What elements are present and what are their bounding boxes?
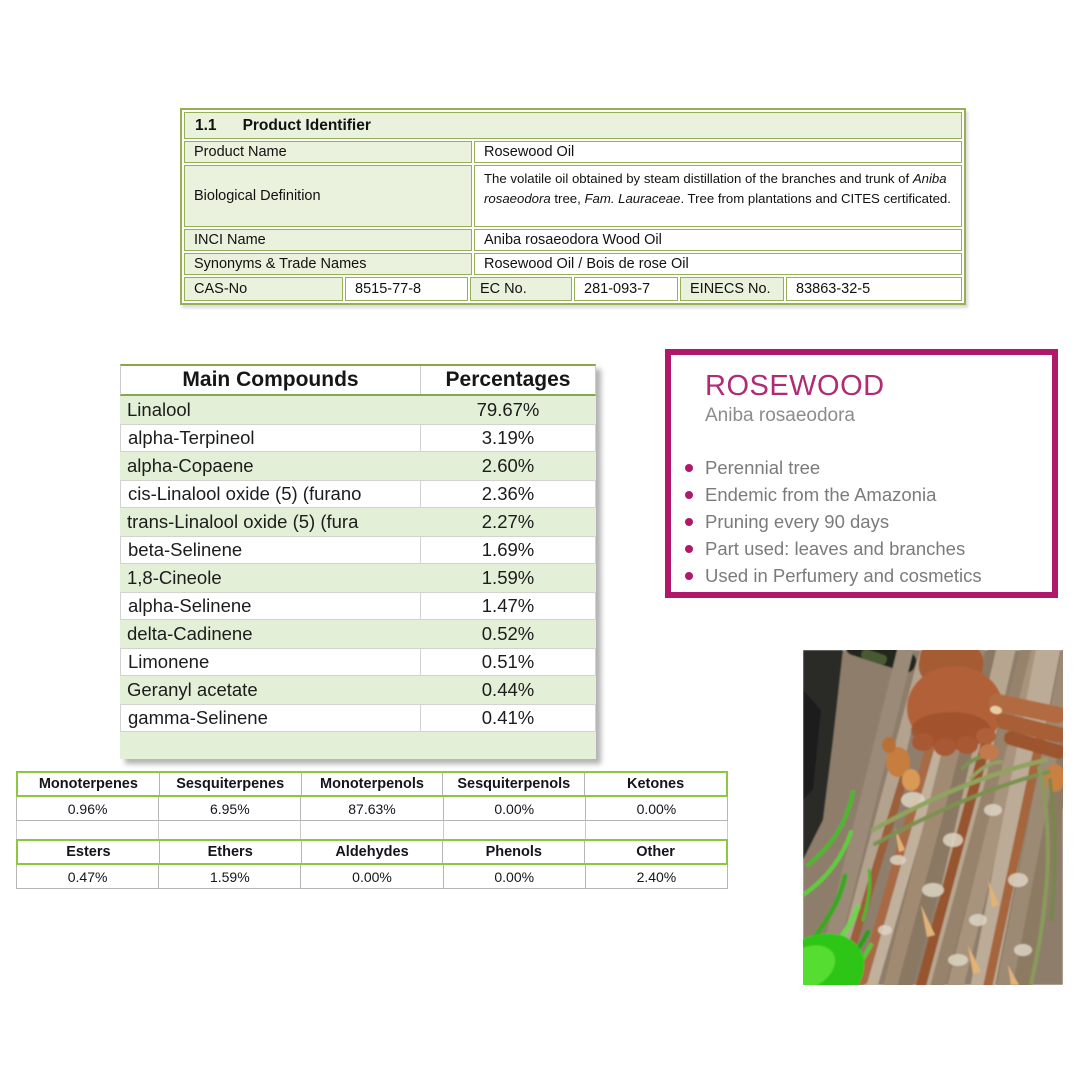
compound-name-cell: Geranyl acetate (127, 679, 258, 700)
compound-row (120, 452, 596, 480)
compound-row (120, 480, 596, 508)
class-value: 0.47% (17, 865, 159, 888)
table-row (184, 253, 962, 275)
compound-pct-cell: 0.51% (481, 651, 535, 672)
compound-row (120, 396, 596, 424)
compound-pct-cell: 2.60% (481, 455, 535, 476)
compound-pct-cell: 3.19% (481, 427, 535, 448)
bullet-item: Used in Perfumery and cosmetics (683, 562, 1042, 589)
synonyms-value: Rosewood Oil / Bois de rose Oil (474, 253, 962, 275)
class-header: Ethers (160, 841, 302, 863)
class-value: 1.59% (159, 865, 301, 888)
class-header: Monoterpenes (18, 773, 160, 795)
class-value: 0.00% (301, 865, 443, 888)
bio-text: The volatile oil obtained by steam distillation of the branches and trunk of (484, 171, 913, 186)
compound-name-cell: Limonene (121, 649, 421, 675)
class-value: 87.63% (301, 797, 443, 820)
product-name-value: Rosewood Oil (474, 141, 962, 163)
class-header-row (16, 771, 728, 797)
compound-pct-cell: 2.36% (481, 483, 535, 504)
class-header: Monoterpenols (302, 773, 444, 795)
branches-photo-illustration (803, 650, 1063, 985)
inci-name-value: Aniba rosaeodora Wood Oil (474, 229, 962, 251)
bio-text: tree, (550, 190, 585, 206)
compound-name-cell: gamma-Selinene (121, 705, 421, 731)
product-identifier-table (180, 108, 966, 305)
table-row (184, 165, 962, 227)
branches-photo (803, 650, 1063, 985)
rosewood-subtitle: Aniba rosaeodora (705, 404, 855, 426)
main-compounds-table (120, 364, 596, 759)
compound-name-cell: trans-Linalool oxide (5) (fura (127, 511, 359, 532)
class-header: Esters (18, 841, 160, 863)
bio-text: . Tree from plantations and CITES certificated. (680, 190, 951, 206)
synonyms-label: Synonyms & Trade Names (184, 253, 472, 275)
compound-pct-cell: 79.67% (476, 399, 540, 420)
class-header: Ketones (626, 776, 685, 792)
compound-row (120, 592, 596, 620)
bio-latin-name: Aniba rosaeodora (484, 171, 947, 206)
class-value: 0.00% (636, 800, 677, 817)
class-value: 0.96% (17, 797, 159, 820)
compounds-column-header: Main Compounds (121, 366, 421, 394)
table-row (184, 141, 962, 163)
class-value-row (16, 797, 728, 821)
compound-row (120, 424, 596, 452)
compound-row (120, 704, 596, 732)
bullet-item: Pruning every 90 days (683, 508, 1042, 535)
bullet-item: Perennial tree (683, 454, 1042, 481)
compound-pct-cell: 0.44% (481, 679, 535, 700)
bullet-item: Endemic from the Amazonia (683, 481, 1042, 508)
rosewood-card (665, 349, 1058, 598)
inci-name-label: INCI Name (184, 229, 472, 251)
registry-row (184, 277, 962, 301)
composition-classes-table (16, 771, 728, 889)
bullet-item: Part used: leaves and branches (683, 535, 1042, 562)
section-header (184, 112, 962, 139)
percentages-column-header: Percentages (445, 368, 571, 391)
class-header: Phenols (443, 841, 585, 863)
cas-label: CAS-No (184, 277, 343, 301)
class-value: 2.40% (636, 868, 677, 885)
class-header: Other (636, 844, 675, 860)
compound-name-cell: alpha-Selinene (121, 593, 421, 619)
class-header-row (16, 839, 728, 865)
cas-value: 8515-77-8 (345, 277, 468, 301)
biological-definition-value (474, 165, 962, 227)
compound-name-cell: cis-Linalool oxide (5) (furano (121, 481, 421, 507)
compound-row (120, 676, 596, 704)
class-header: Sesquiterpenols (443, 773, 585, 795)
compound-name-cell: delta-Cadinene (127, 623, 253, 644)
ec-label: EC No. (470, 277, 572, 301)
compound-row (120, 508, 596, 536)
class-header: Aldehydes (302, 841, 444, 863)
class-value: 0.00% (444, 797, 586, 820)
compound-pct-cell: 1.69% (481, 539, 535, 560)
compound-pct-cell: 0.41% (481, 707, 535, 728)
class-value: 6.95% (159, 797, 301, 820)
compound-pct-cell: 2.27% (481, 511, 535, 532)
compound-row (120, 564, 596, 592)
rosewood-bullet-list (683, 454, 1042, 589)
compound-pct-cell: 1.47% (481, 595, 535, 616)
compound-row (120, 620, 596, 648)
class-value-row (16, 865, 728, 889)
biological-definition-label: Biological Definition (184, 165, 472, 227)
empty-green-row (120, 732, 596, 759)
ec-value: 281-093-7 (574, 277, 678, 301)
compound-pct-cell: 1.59% (481, 567, 535, 588)
compound-name-cell: 1,8-Cineole (127, 567, 222, 588)
einecs-value: 83863-32-5 (786, 277, 962, 301)
product-name-label: Product Name (184, 141, 472, 163)
class-value: 0.00% (444, 865, 586, 888)
section-title: Product Identifier (242, 116, 371, 134)
main-compounds-header (120, 364, 596, 396)
einecs-label: EINECS No. (680, 277, 784, 301)
compound-name-cell: Linalool (127, 399, 191, 420)
compound-name-cell: alpha-Copaene (127, 455, 254, 476)
rosewood-title: ROSEWOOD (705, 370, 885, 402)
table-row (184, 229, 962, 251)
spacer-row (16, 821, 728, 839)
compound-row (120, 648, 596, 676)
bio-family-name: Fam. Lauraceae (584, 190, 681, 206)
compound-name-cell: alpha-Terpineol (121, 425, 421, 451)
compound-row (120, 536, 596, 564)
section-number: 1.1 (195, 116, 217, 134)
class-header: Sesquiterpenes (160, 773, 302, 795)
compound-name-cell: beta-Selinene (121, 537, 421, 563)
compound-pct-cell: 0.52% (481, 623, 535, 644)
